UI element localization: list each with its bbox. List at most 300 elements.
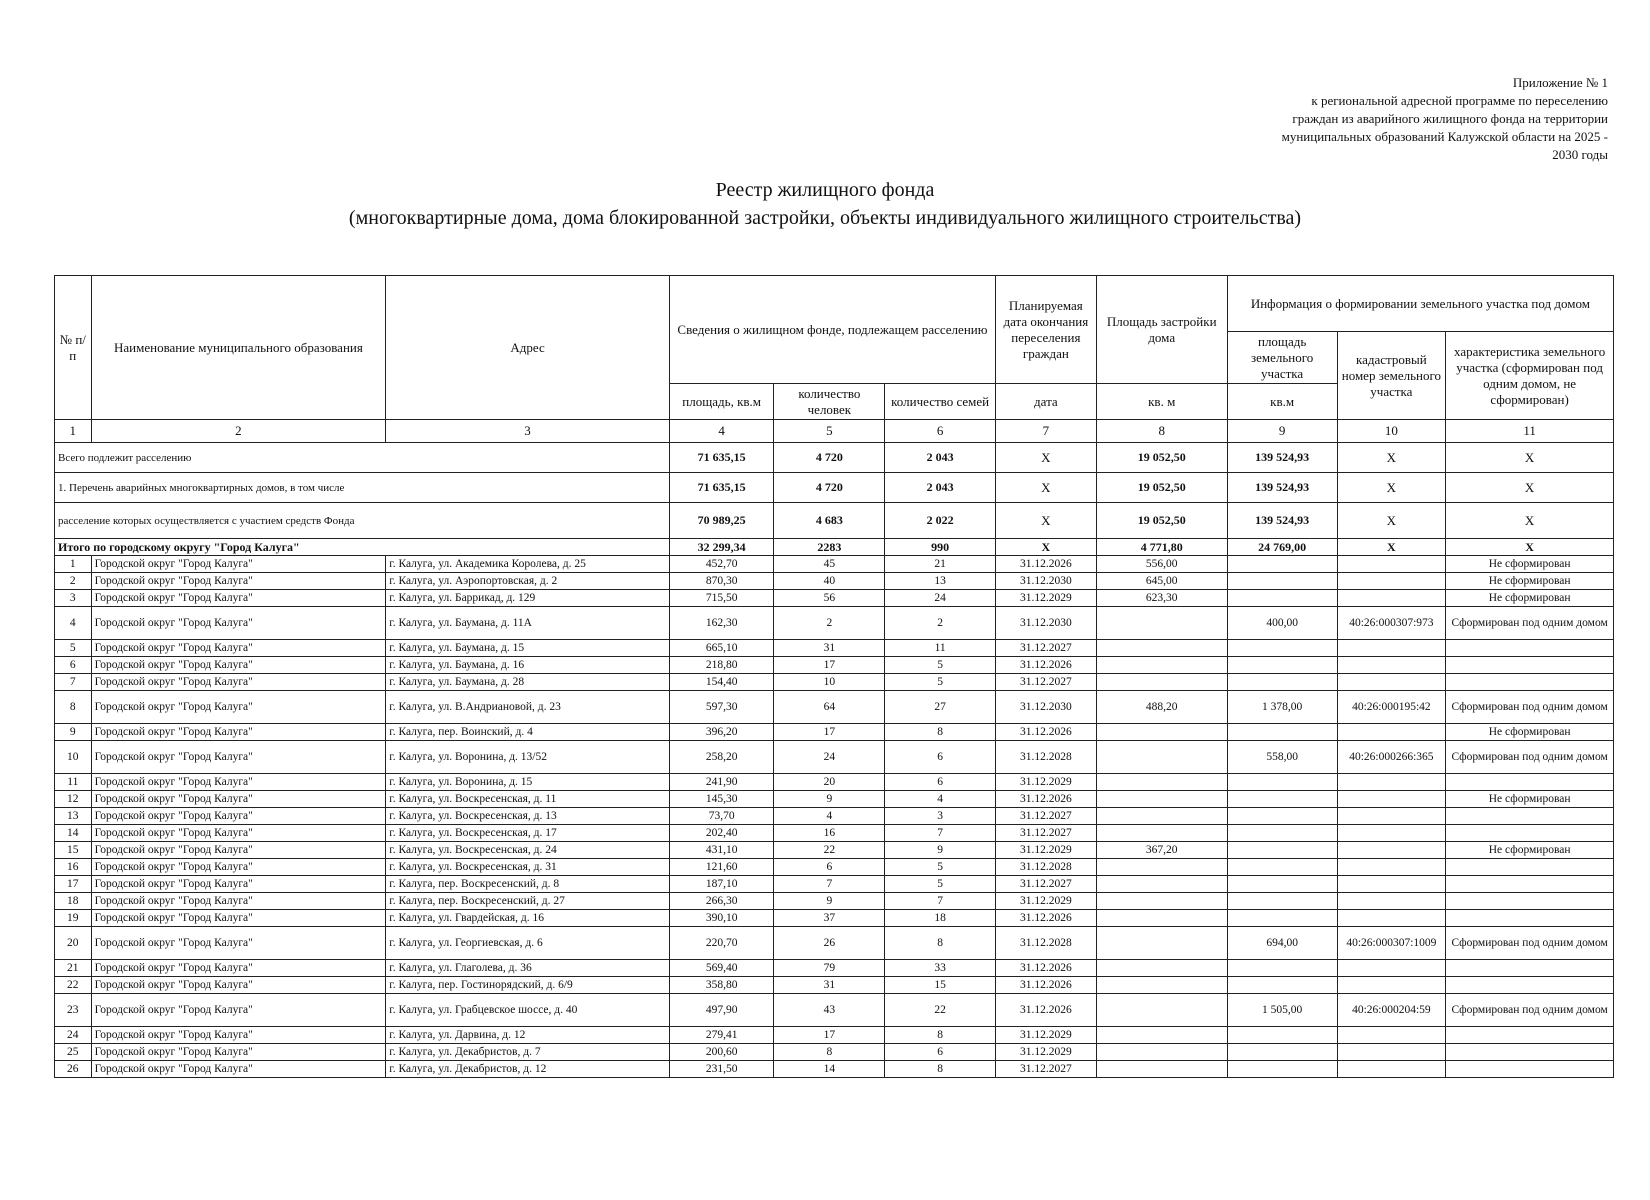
summary-row [55, 473, 1614, 503]
people-cell: 31 [774, 640, 885, 657]
column-number: 10 [1337, 420, 1446, 443]
address-cell: г. Калуга, ул. Баумана, д. 11А [386, 607, 670, 640]
cadastral-cell [1337, 1061, 1446, 1078]
characteristic-cell: Не сформирован [1446, 556, 1614, 573]
building-area-cell [1096, 657, 1227, 674]
summary-cadastral: X [1337, 443, 1446, 473]
cadastral-cell [1337, 1044, 1446, 1061]
building-area-cell [1096, 1027, 1227, 1044]
row-number: 21 [55, 960, 92, 977]
appendix-note [1188, 74, 1608, 164]
address-cell: г. Калуга, пер. Гостинорядский, д. 6/9 [386, 977, 670, 994]
summary-area: 70 989,25 [669, 503, 774, 539]
address-cell: г. Калуга, пер. Воинский, д. 4 [386, 724, 670, 741]
land-area-cell: 1 505,00 [1227, 994, 1337, 1027]
cadastral-cell [1337, 893, 1446, 910]
municipality-cell: Городской округ "Город Калуга" [91, 960, 386, 977]
header-num: № п/п [55, 276, 92, 420]
families-cell: 5 [885, 876, 996, 893]
area-cell: 220,70 [669, 927, 774, 960]
table-row [55, 876, 1614, 893]
building-area-cell [1096, 977, 1227, 994]
column-number: 6 [885, 420, 996, 443]
characteristic-cell [1446, 893, 1614, 910]
summary-char: X [1446, 443, 1614, 473]
area-cell: 187,10 [669, 876, 774, 893]
area-cell: 121,60 [669, 859, 774, 876]
column-number: 5 [774, 420, 885, 443]
municipality-cell: Городской округ "Город Калуга" [91, 910, 386, 927]
table-body [55, 443, 1614, 1078]
table-row [55, 741, 1614, 774]
date-cell: 31.12.2029 [996, 842, 1097, 859]
summary-cadastral: X [1337, 503, 1446, 539]
characteristic-cell [1446, 876, 1614, 893]
characteristic-cell [1446, 910, 1614, 927]
cadastral-cell [1337, 640, 1446, 657]
characteristic-cell: Не сформирован [1446, 724, 1614, 741]
cadastral-cell: 40:26:000204:59 [1337, 994, 1446, 1027]
title-subtitle: (многоквартирные дома, дома блокированной застройки, объекты индивидуального жилищного строительства) [348, 207, 1302, 229]
characteristic-cell [1446, 774, 1614, 791]
area-cell: 145,30 [669, 791, 774, 808]
total-people: 2283 [774, 539, 885, 556]
area-cell: 200,60 [669, 1044, 774, 1061]
cadastral-cell [1337, 573, 1446, 590]
header-families: количество семей [885, 384, 996, 420]
area-cell: 266,30 [669, 893, 774, 910]
summary-row [55, 443, 1614, 473]
appendix-line: 2030 годы [1552, 147, 1608, 162]
people-cell: 17 [774, 1027, 885, 1044]
table-row [55, 842, 1614, 859]
row-number: 22 [55, 977, 92, 994]
total-cadastral: X [1337, 539, 1446, 556]
row-number: 1 [55, 556, 92, 573]
table-row [55, 994, 1614, 1027]
municipality-cell: Городской округ "Город Калуга" [91, 1061, 386, 1078]
cadastral-cell [1337, 774, 1446, 791]
land-area-cell [1227, 791, 1337, 808]
people-cell: 56 [774, 590, 885, 607]
families-cell: 5 [885, 657, 996, 674]
municipality-cell: Городской округ "Город Калуга" [91, 640, 386, 657]
table-row [55, 724, 1614, 741]
table-row [55, 691, 1614, 724]
building-area-cell: 623,30 [1096, 590, 1227, 607]
area-cell: 73,70 [669, 808, 774, 825]
row-number: 7 [55, 674, 92, 691]
table-row [55, 1027, 1614, 1044]
table-row [55, 556, 1614, 573]
building-area-cell [1096, 994, 1227, 1027]
date-cell: 31.12.2027 [996, 640, 1097, 657]
summary-land: 139 524,93 [1227, 443, 1337, 473]
land-area-cell [1227, 977, 1337, 994]
land-area-cell [1227, 876, 1337, 893]
characteristic-cell [1446, 808, 1614, 825]
address-cell: г. Калуга, ул. Грабцевское шоссе, д. 40 [386, 994, 670, 1027]
land-area-cell [1227, 825, 1337, 842]
land-area-cell [1227, 1027, 1337, 1044]
summary-cadastral: X [1337, 473, 1446, 503]
cadastral-cell [1337, 556, 1446, 573]
building-area-cell [1096, 960, 1227, 977]
cadastral-cell [1337, 674, 1446, 691]
families-cell: 8 [885, 927, 996, 960]
people-cell: 24 [774, 741, 885, 774]
total-label: Итого по городскому округу "Город Калуга" [55, 539, 670, 556]
people-cell: 37 [774, 910, 885, 927]
area-cell: 231,50 [669, 1061, 774, 1078]
people-cell: 26 [774, 927, 885, 960]
families-cell: 8 [885, 1027, 996, 1044]
address-cell: г. Калуга, ул. Декабристов, д. 12 [386, 1061, 670, 1078]
area-cell: 452,70 [669, 556, 774, 573]
people-cell: 22 [774, 842, 885, 859]
land-area-cell: 558,00 [1227, 741, 1337, 774]
summary-label: 1. Перечень аварийных многоквартирных домов, в том числе [55, 473, 670, 503]
address-cell: г. Калуга, ул. Воскресенская, д. 17 [386, 825, 670, 842]
table-row [55, 977, 1614, 994]
header-sq-m: кв. м [1096, 384, 1227, 420]
people-cell: 2 [774, 607, 885, 640]
characteristic-cell: Сформирован под одним домом [1446, 741, 1614, 774]
date-cell: 31.12.2027 [996, 825, 1097, 842]
characteristic-cell: Не сформирован [1446, 791, 1614, 808]
land-area-cell [1227, 842, 1337, 859]
date-cell: 31.12.2030 [996, 607, 1097, 640]
appendix-line: граждан из аварийного жилищного фонда на территории [1292, 111, 1608, 126]
address-cell: г. Калуга, ул. Гвардейская, д. 16 [386, 910, 670, 927]
column-number: 3 [386, 420, 670, 443]
area-cell: 497,90 [669, 994, 774, 1027]
families-cell: 13 [885, 573, 996, 590]
table-row [55, 640, 1614, 657]
summary-row [55, 503, 1614, 539]
total-date: X [996, 539, 1097, 556]
families-cell: 4 [885, 791, 996, 808]
building-area-cell [1096, 1044, 1227, 1061]
housing-registry-table [54, 275, 1614, 1078]
table-row [55, 607, 1614, 640]
municipality-cell: Городской округ "Город Калуга" [91, 556, 386, 573]
cadastral-cell [1337, 657, 1446, 674]
address-cell: г. Калуга, ул. Георгиевская, д. 6 [386, 927, 670, 960]
municipality-cell: Городской округ "Город Калуга" [91, 859, 386, 876]
families-cell: 2 [885, 607, 996, 640]
families-cell: 6 [885, 1044, 996, 1061]
cadastral-cell [1337, 910, 1446, 927]
row-number: 9 [55, 724, 92, 741]
row-number: 20 [55, 927, 92, 960]
municipality-cell: Городской округ "Город Калуга" [91, 657, 386, 674]
cadastral-cell: 40:26:000307:973 [1337, 607, 1446, 640]
cadastral-cell [1337, 842, 1446, 859]
land-area-cell [1227, 590, 1337, 607]
characteristic-cell: Сформирован под одним домом [1446, 994, 1614, 1027]
people-cell: 64 [774, 691, 885, 724]
families-cell: 33 [885, 960, 996, 977]
date-cell: 31.12.2026 [996, 657, 1097, 674]
summary-people: 4 720 [774, 443, 885, 473]
building-area-cell [1096, 741, 1227, 774]
summary-building: 19 052,50 [1096, 443, 1227, 473]
area-cell: 715,50 [669, 590, 774, 607]
address-cell: г. Калуга, ул. Баррикад, д. 129 [386, 590, 670, 607]
people-cell: 17 [774, 657, 885, 674]
people-cell: 16 [774, 825, 885, 842]
appendix-line: муниципальных образований Калужской области на 2025 - [1281, 129, 1608, 144]
summary-families: 2 043 [885, 473, 996, 503]
land-area-cell [1227, 859, 1337, 876]
characteristic-cell [1446, 977, 1614, 994]
summary-people: 4 720 [774, 473, 885, 503]
table-row [55, 590, 1614, 607]
land-area-cell: 1 378,00 [1227, 691, 1337, 724]
summary-building: 19 052,50 [1096, 473, 1227, 503]
families-cell: 5 [885, 859, 996, 876]
characteristic-cell: Сформирован под одним домом [1446, 607, 1614, 640]
cadastral-cell [1337, 808, 1446, 825]
municipality-cell: Городской округ "Город Калуга" [91, 741, 386, 774]
building-area-cell [1096, 640, 1227, 657]
table-row [55, 893, 1614, 910]
table-row [55, 657, 1614, 674]
people-cell: 6 [774, 859, 885, 876]
date-cell: 31.12.2026 [996, 791, 1097, 808]
column-number-row [55, 420, 1614, 443]
cadastral-cell: 40:26:000307:1009 [1337, 927, 1446, 960]
families-cell: 8 [885, 724, 996, 741]
municipality-cell: Городской округ "Город Калуга" [91, 1044, 386, 1061]
table-header [55, 276, 1614, 443]
summary-land: 139 524,93 [1227, 503, 1337, 539]
summary-char: X [1446, 473, 1614, 503]
families-cell: 5 [885, 674, 996, 691]
header-area: площадь, кв.м [669, 384, 774, 420]
header-land-area: площадь земельного участка [1227, 332, 1337, 384]
date-cell: 31.12.2029 [996, 1027, 1097, 1044]
table-row [55, 674, 1614, 691]
table-row [55, 859, 1614, 876]
building-area-cell: 645,00 [1096, 573, 1227, 590]
row-number: 14 [55, 825, 92, 842]
column-number: 1 [55, 420, 92, 443]
address-cell: г. Калуга, ул. Аэропортовская, д. 2 [386, 573, 670, 590]
land-area-cell [1227, 808, 1337, 825]
municipality-cell: Городской округ "Город Калуга" [91, 573, 386, 590]
people-cell: 31 [774, 977, 885, 994]
date-cell: 31.12.2026 [996, 960, 1097, 977]
date-cell: 31.12.2029 [996, 1044, 1097, 1061]
municipality-cell: Городской округ "Город Калуга" [91, 876, 386, 893]
land-area-cell: 694,00 [1227, 927, 1337, 960]
characteristic-cell [1446, 657, 1614, 674]
cadastral-cell [1337, 960, 1446, 977]
building-area-cell [1096, 808, 1227, 825]
row-number: 25 [55, 1044, 92, 1061]
summary-label: Всего подлежит расселению [55, 443, 670, 473]
date-cell: 31.12.2029 [996, 774, 1097, 791]
families-cell: 6 [885, 741, 996, 774]
families-cell: 9 [885, 842, 996, 859]
building-area-cell [1096, 910, 1227, 927]
municipality-cell: Городской округ "Город Калуга" [91, 674, 386, 691]
row-number: 11 [55, 774, 92, 791]
people-cell: 9 [774, 893, 885, 910]
table-row [55, 808, 1614, 825]
area-cell: 218,80 [669, 657, 774, 674]
row-number: 16 [55, 859, 92, 876]
table-row [55, 927, 1614, 960]
people-cell: 79 [774, 960, 885, 977]
cadastral-cell [1337, 876, 1446, 893]
address-cell: г. Калуга, ул. Декабристов, д. 7 [386, 1044, 670, 1061]
summary-families: 2 022 [885, 503, 996, 539]
address-cell: г. Калуга, ул. Воскресенская, д. 11 [386, 791, 670, 808]
date-cell: 31.12.2027 [996, 808, 1097, 825]
total-building: 4 771,80 [1096, 539, 1227, 556]
address-cell: г. Калуга, пер. Воскресенский, д. 8 [386, 876, 670, 893]
date-cell: 31.12.2027 [996, 876, 1097, 893]
column-number: 9 [1227, 420, 1337, 443]
building-area-cell [1096, 607, 1227, 640]
area-cell: 279,41 [669, 1027, 774, 1044]
address-cell: г. Калуга, ул. Баумана, д. 28 [386, 674, 670, 691]
area-cell: 162,30 [669, 607, 774, 640]
date-cell: 31.12.2030 [996, 573, 1097, 590]
characteristic-cell: Не сформирован [1446, 573, 1614, 590]
characteristic-cell [1446, 1061, 1614, 1078]
document-title [0, 176, 1650, 232]
municipality-cell: Городской округ "Город Калуга" [91, 927, 386, 960]
municipality-cell: Городской округ "Город Калуга" [91, 842, 386, 859]
characteristic-cell [1446, 859, 1614, 876]
cadastral-cell [1337, 791, 1446, 808]
row-number: 5 [55, 640, 92, 657]
area-cell: 154,40 [669, 674, 774, 691]
table-row [55, 910, 1614, 927]
cadastral-cell [1337, 1027, 1446, 1044]
characteristic-cell [1446, 1044, 1614, 1061]
people-cell: 43 [774, 994, 885, 1027]
building-area-cell [1096, 674, 1227, 691]
building-area-cell [1096, 876, 1227, 893]
families-cell: 8 [885, 1061, 996, 1078]
row-number: 24 [55, 1027, 92, 1044]
land-area-cell [1227, 657, 1337, 674]
area-cell: 396,20 [669, 724, 774, 741]
families-cell: 15 [885, 977, 996, 994]
date-cell: 31.12.2026 [996, 910, 1097, 927]
date-cell: 31.12.2026 [996, 724, 1097, 741]
date-cell: 31.12.2026 [996, 994, 1097, 1027]
address-cell: г. Калуга, ул. Баумана, д. 15 [386, 640, 670, 657]
characteristic-cell: Не сформирован [1446, 842, 1614, 859]
date-cell: 31.12.2030 [996, 691, 1097, 724]
header-address: Адрес [386, 276, 670, 420]
table-row [55, 774, 1614, 791]
municipality-cell: Городской округ "Город Калуга" [91, 607, 386, 640]
area-cell: 597,30 [669, 691, 774, 724]
building-area-cell [1096, 1061, 1227, 1078]
people-cell: 45 [774, 556, 885, 573]
area-cell: 390,10 [669, 910, 774, 927]
land-area-cell [1227, 1061, 1337, 1078]
area-cell: 202,40 [669, 825, 774, 842]
area-cell: 665,10 [669, 640, 774, 657]
families-cell: 21 [885, 556, 996, 573]
table-row [55, 825, 1614, 842]
land-area-cell [1227, 960, 1337, 977]
area-cell: 870,30 [669, 573, 774, 590]
date-cell: 31.12.2029 [996, 590, 1097, 607]
total-land: 24 769,00 [1227, 539, 1337, 556]
header-building-area: Площадь застройки дома [1096, 276, 1227, 384]
column-number: 8 [1096, 420, 1227, 443]
land-area-cell: 400,00 [1227, 607, 1337, 640]
municipality-cell: Городской округ "Город Калуга" [91, 691, 386, 724]
row-number: 2 [55, 573, 92, 590]
address-cell: г. Калуга, ул. Воскресенская, д. 24 [386, 842, 670, 859]
date-cell: 31.12.2028 [996, 927, 1097, 960]
families-cell: 24 [885, 590, 996, 607]
header-land-unit: кв.м [1227, 384, 1337, 420]
summary-char: X [1446, 503, 1614, 539]
families-cell: 18 [885, 910, 996, 927]
header-characteristic: характеристика земельного участка (сформирован под одним домом, не сформирован) [1446, 332, 1614, 420]
people-cell: 20 [774, 774, 885, 791]
land-area-cell [1227, 893, 1337, 910]
building-area-cell [1096, 774, 1227, 791]
header-housing-info: Сведения о жилищном фонде, подлежащем расселению [669, 276, 995, 384]
people-cell: 40 [774, 573, 885, 590]
table-row [55, 1044, 1614, 1061]
people-cell: 14 [774, 1061, 885, 1078]
land-area-cell [1227, 556, 1337, 573]
row-number: 15 [55, 842, 92, 859]
appendix-line: к региональной адресной программе по переселению [1311, 93, 1608, 108]
date-cell: 31.12.2026 [996, 556, 1097, 573]
table-row [55, 960, 1614, 977]
municipality-cell: Городской округ "Город Калуга" [91, 808, 386, 825]
summary-people: 4 683 [774, 503, 885, 539]
land-area-cell [1227, 1044, 1337, 1061]
building-area-cell: 488,20 [1096, 691, 1227, 724]
summary-area: 71 635,15 [669, 473, 774, 503]
families-cell: 11 [885, 640, 996, 657]
cadastral-cell [1337, 977, 1446, 994]
characteristic-cell [1446, 960, 1614, 977]
row-number: 3 [55, 590, 92, 607]
cadastral-cell [1337, 590, 1446, 607]
row-number: 12 [55, 791, 92, 808]
characteristic-cell [1446, 825, 1614, 842]
families-cell: 22 [885, 994, 996, 1027]
land-area-cell [1227, 573, 1337, 590]
land-area-cell [1227, 724, 1337, 741]
date-cell: 31.12.2026 [996, 977, 1097, 994]
date-cell: 31.12.2028 [996, 741, 1097, 774]
row-number: 6 [55, 657, 92, 674]
column-number: 2 [91, 420, 386, 443]
summary-label: расселение которых осуществляется с участием средств Фонда [55, 503, 670, 539]
row-number: 18 [55, 893, 92, 910]
address-cell: г. Калуга, ул. Дарвина, д. 12 [386, 1027, 670, 1044]
area-cell: 241,90 [669, 774, 774, 791]
families-cell: 27 [885, 691, 996, 724]
